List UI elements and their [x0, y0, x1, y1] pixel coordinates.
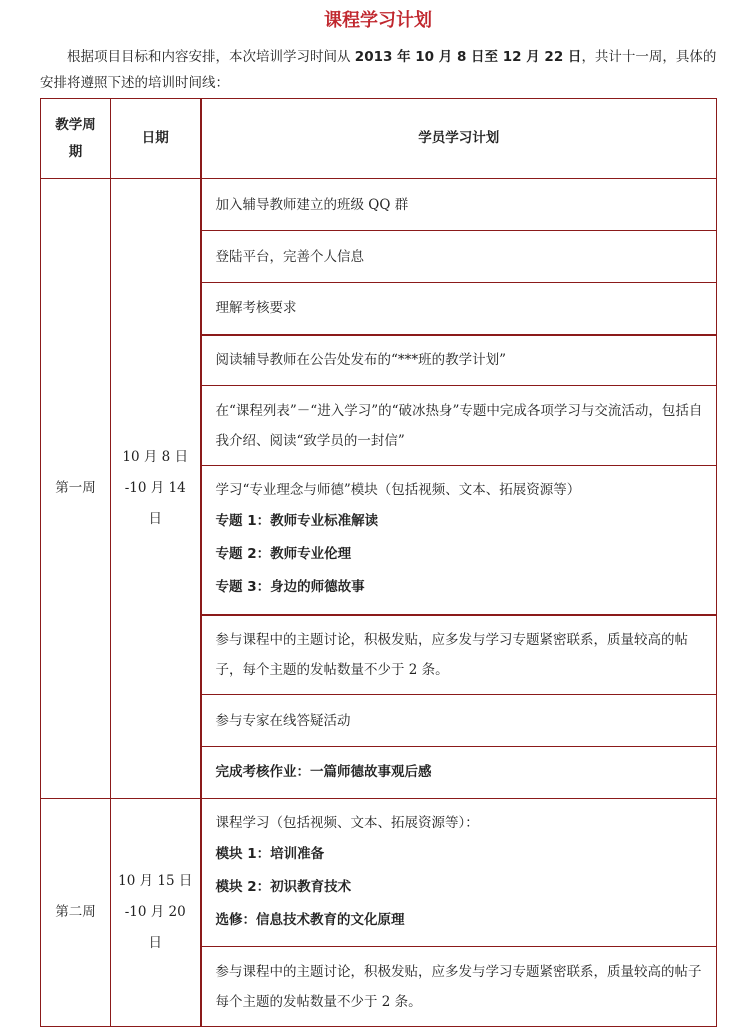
header-week-line1: 教学周	[55, 116, 96, 133]
task-cell-topics	[201, 466, 717, 615]
header-week	[41, 99, 111, 179]
task-cell: 加入辅导教师建立的班级 QQ 群	[201, 179, 717, 231]
module-line: 模块 1：培训准备	[215, 846, 325, 862]
module-line: 模块 2：初识教育技术	[215, 879, 352, 895]
header-date: 日期	[111, 99, 201, 179]
topic-line: 专题 2：教师专业伦理	[215, 546, 352, 563]
date-cell	[111, 799, 201, 1027]
assessment-task: 完成考核作业：一篇师德故事观后感	[215, 764, 432, 780]
task-cell: 参与课程中的主题讨论，积极发贴，应多发与学习专题紧密联系，质量较高的帖子，每个主题的发帖数量不少于 2 条。	[201, 615, 717, 695]
task-cell: 在“课程列表”－“进入学习”的“破冰热身”专题中完成各项学习与交流活动，包括自我介绍、阅读“致学员的一封信”	[201, 386, 717, 466]
topic-line: 专题 3：身边的师德故事	[215, 579, 365, 596]
task-cell: 参与专家在线答疑活动	[201, 695, 717, 747]
week-label-cell: 第一周	[41, 179, 111, 799]
table-header-row	[41, 99, 717, 179]
task-line: 学习“专业理念与师德”模块（包括视频、文本、拓展资源等）	[215, 482, 581, 499]
date-line: 10 月 15 日	[118, 873, 193, 889]
date-line: 日	[148, 935, 162, 951]
table-row	[41, 799, 717, 947]
task-cell: 理解考核要求	[201, 283, 717, 335]
intro-text-2: ，共计十一周，具体的安排将遵照下述的培训时间线：	[40, 49, 717, 91]
date-line: -10 月 14	[124, 480, 186, 496]
task-cell: 阅读辅导教师在公告处发布的“***班的教学计划”	[201, 335, 717, 386]
date-cell	[111, 179, 201, 799]
task-cell-modules	[201, 799, 717, 947]
module-line: 选修：信息技术教育的文化原理	[215, 912, 405, 928]
table-row	[41, 179, 717, 231]
intro-paragraph	[40, 44, 720, 96]
study-plan-table	[40, 98, 717, 1027]
header-plan: 学员学习计划	[201, 99, 717, 179]
intro-dates: 2013 年 10 月 8 日至 12 月 22 日	[354, 49, 582, 65]
document-title: 课程学习计划	[324, 10, 432, 31]
task-cell	[201, 747, 717, 799]
intro-text-1: 根据项目目标和内容安排，本次培训学习时间从	[67, 49, 355, 65]
task-line: 课程学习（包括视频、文本、拓展资源等）：	[215, 815, 479, 831]
task-cell: 参与课程中的主题讨论，积极发贴，应多发与学习专题紧密联系，质量较高的帖子每个主题的发帖数量不少于 2 条。	[201, 947, 717, 1027]
topic-line: 专题 1：教师专业标准解读	[215, 513, 379, 530]
task-cell: 登陆平台，完善个人信息	[201, 231, 717, 283]
date-line: -10 月 20	[124, 904, 186, 920]
header-week-line2: 期	[68, 143, 83, 160]
date-line: 10 月 8 日	[122, 449, 189, 465]
week-label-cell: 第二周	[41, 799, 111, 1027]
date-line: 日	[148, 511, 162, 527]
